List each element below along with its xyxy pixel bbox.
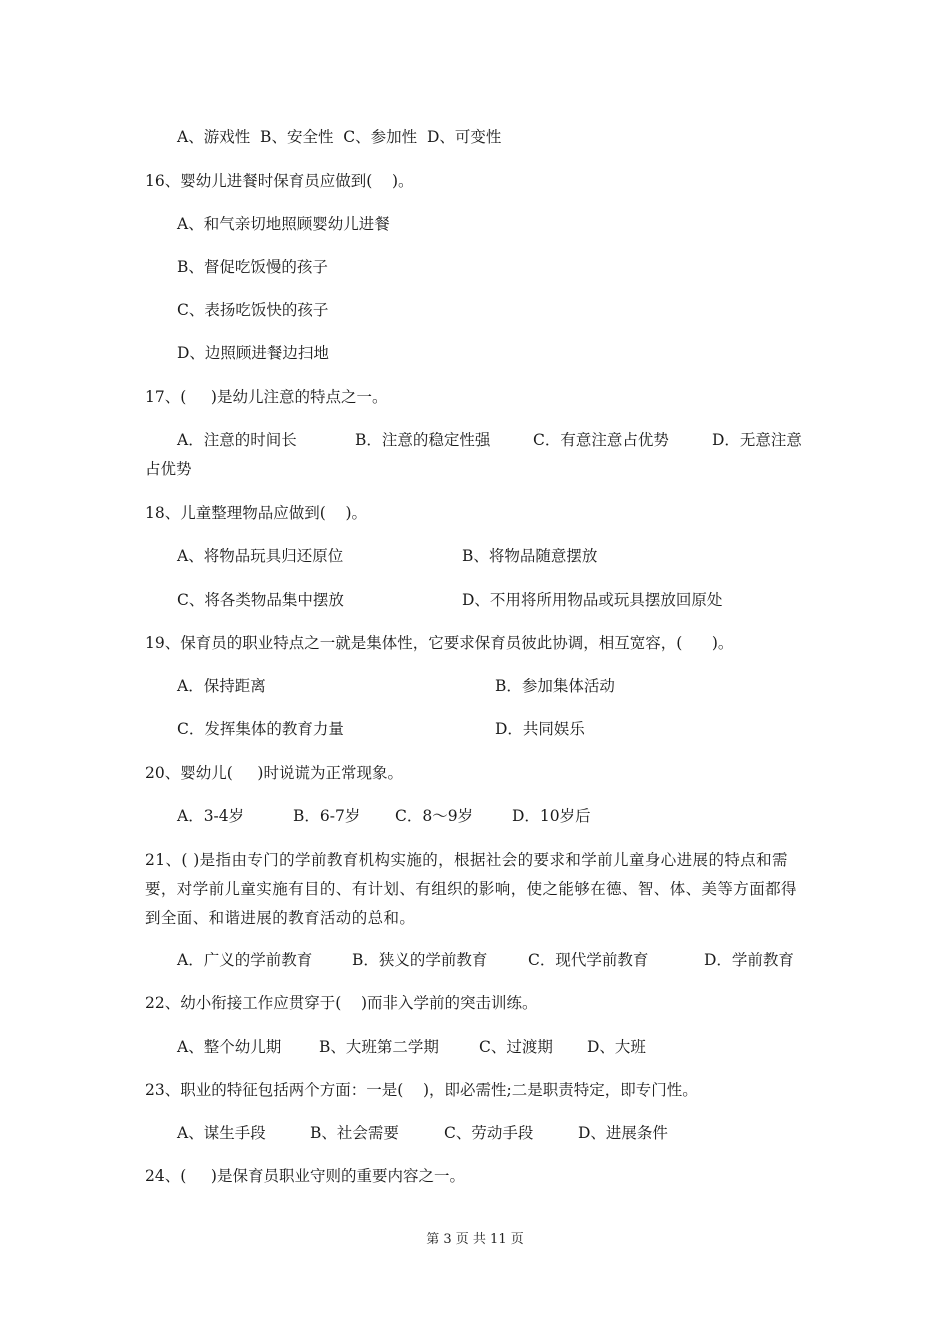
q18-stem: 18、儿童整理物品应做到( )。 — [145, 504, 368, 522]
q16-option-b: B、督促吃饭慢的孩子 — [177, 258, 328, 276]
q19-option-d: D．共同娱乐 — [495, 720, 585, 738]
q23-option-c: C、劳动手段 — [444, 1124, 534, 1142]
q20-option-d: D．10岁后 — [512, 807, 591, 825]
q18-option-d: D、不用将所用物品或玩具摆放回原处 — [462, 591, 723, 609]
q19-stem: 19、保育员的职业特点之一就是集体性，它要求保育员彼此协调，相互宽容，( )。 — [145, 634, 734, 652]
q21-option-c: C．现代学前教育 — [528, 951, 649, 969]
q17-stem: 17、( )是幼儿注意的特点之一。 — [145, 388, 388, 406]
q17-option-a: A．注意的时间长 — [177, 431, 297, 449]
q20-stem: 20、婴幼儿( )时说谎为正常现象。 — [145, 764, 403, 782]
q19-option-a: A．保持距离 — [177, 677, 266, 695]
q23-stem: 23、职业的特征包括两个方面：一是( )，即必需性;二是职责特定，即专门性。 — [145, 1081, 698, 1099]
q22-stem: 22、幼小衔接工作应贯穿于( )而非入学前的突击训练。 — [145, 994, 538, 1012]
q20-option-a: A．3-4岁 — [177, 807, 245, 825]
q21-option-b: B．狭义的学前教育 — [352, 951, 488, 969]
q22-option-a: A、整个幼儿期 — [177, 1038, 282, 1056]
q22-option-b: B、大班第二学期 — [319, 1038, 439, 1056]
q20-option-b: B．6-7岁 — [293, 807, 361, 825]
q22-option-d: D、大班 — [587, 1038, 646, 1056]
q16-option-c: C、表扬吃饭快的孩子 — [177, 301, 329, 319]
page-footer: 第 3 页 共 11 页 — [426, 1232, 524, 1247]
q23-option-b: B、社会需要 — [310, 1124, 399, 1142]
q16-option-d: D、边照顾进餐边扫地 — [177, 344, 329, 362]
q21-stem: 21、( )是指由专门的学前教育机构实施的，根据社会的要求和学前儿童身心进展的特点和需要，对学前儿童实施有目的、有计划、有组织的影响，使之能够在德、智、体、美等方面都得到全面、和谐进展的教育活动的总和。 — [145, 851, 797, 927]
q17-option-d: D．无意注意 — [712, 431, 802, 449]
q18-option-a: A、将物品玩具归还原位 — [177, 547, 344, 565]
q23-option-d: D、进展条件 — [578, 1124, 668, 1142]
q17-option-c: C．有意注意占优势 — [533, 431, 669, 449]
q21-option-a: A．广义的学前教育 — [177, 951, 313, 969]
q19-option-c: C．发挥集体的教育力量 — [177, 720, 344, 738]
q21-option-d: D．学前教育 — [704, 951, 794, 969]
q17-option-d-cont: 占优势 — [145, 460, 192, 478]
q22-option-c: C、过渡期 — [479, 1038, 553, 1056]
q24-stem: 24、( )是保育员职业守则的重要内容之一。 — [145, 1167, 465, 1185]
q16-option-a: A、和气亲切地照顾婴幼儿进餐 — [177, 215, 390, 233]
q18-option-b: B、将物品随意摆放 — [462, 547, 598, 565]
q19-option-b: B．参加集体活动 — [495, 677, 615, 695]
q20-option-c: C．8～9岁 — [395, 807, 474, 825]
q15-options: A、游戏性 B、安全性 C、参加性 D、可变性 — [177, 128, 502, 146]
q18-option-c: C、将各类物品集中摆放 — [177, 591, 344, 609]
q23-option-a: A、谋生手段 — [177, 1124, 266, 1142]
q17-option-b: B．注意的稳定性强 — [355, 431, 491, 449]
q16-stem: 16、婴幼儿进餐时保育员应做到( )。 — [145, 172, 414, 190]
